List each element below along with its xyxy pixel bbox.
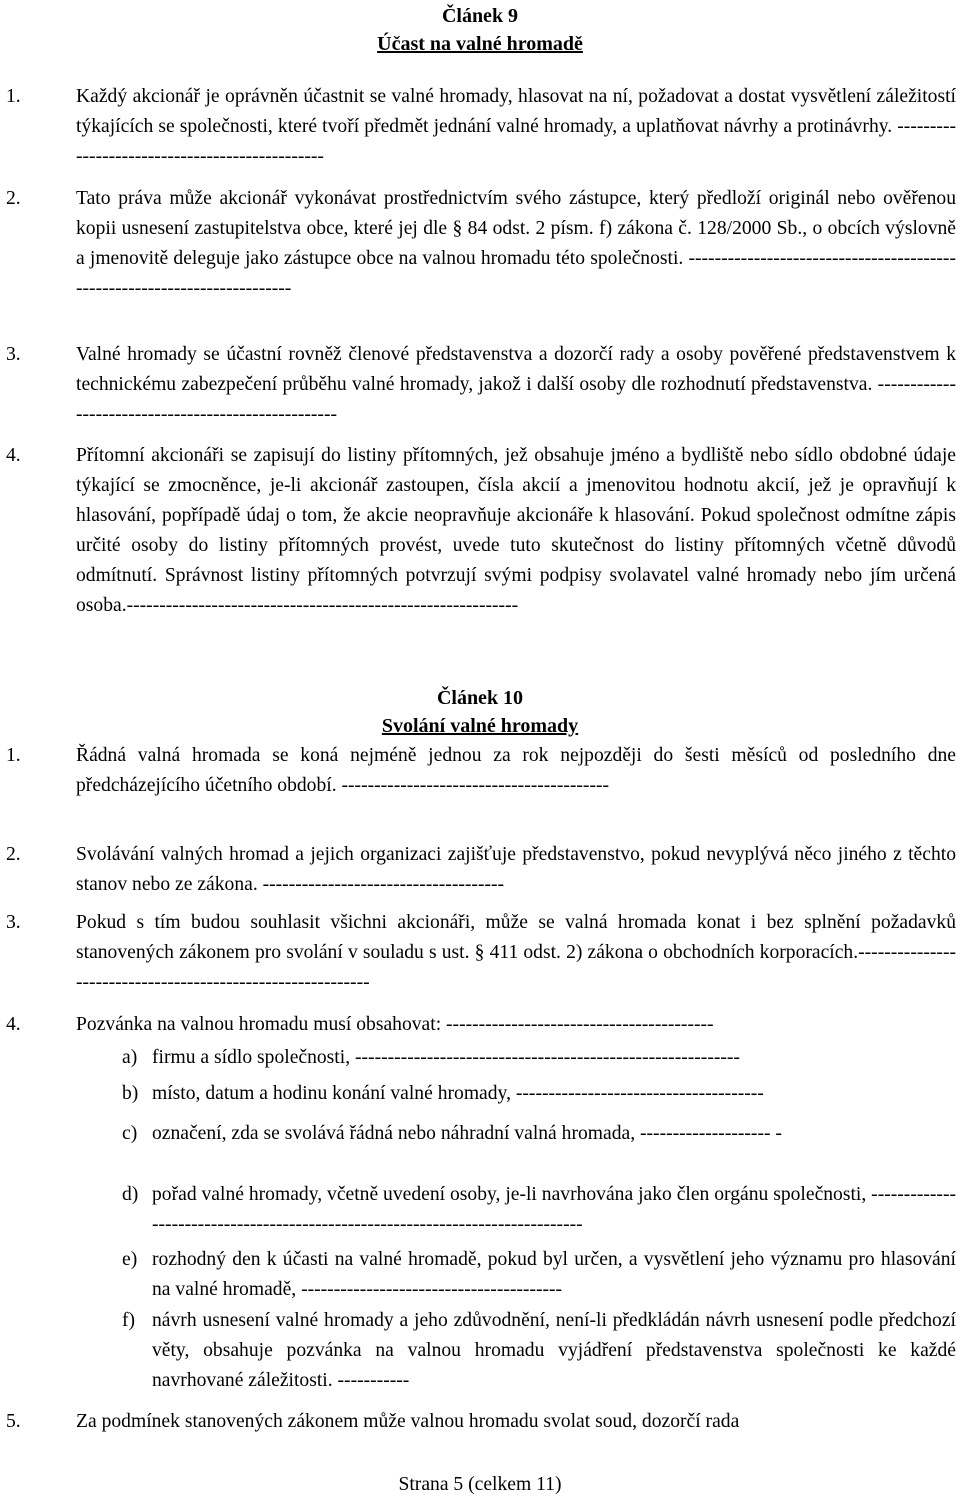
item-text: pořad valné hromady, včetně uvedení osoby, je-li navrhována jako člen orgánu společnosti, ------------------------------------------------------------------------------- xyxy=(152,1184,956,1235)
item-text: firmu a sídlo společnosti, ----------------------------------------------------------- xyxy=(152,1047,740,1068)
article-10-item-2 xyxy=(6,840,956,900)
item-number: 1. xyxy=(6,86,21,107)
item-text: Tato práva může akcionář vykonávat prostřednictvím svého zástupce, který předloží originál nebo ověřenou kopii usnesení zastupitelstva obce, které jej dle § 84 odst. 2 písm. f) zákona č. 128/2000 Sb., o obcích výslovně a jmenovitě deleguje jako zástupce obce na valnou hromadu této společnosti. -------------------------------------------------------------------------- xyxy=(76,188,956,299)
item-text: Každý akcionář je oprávněn účastnit se valné hromady, hlasovat na ní, požadovat a dostat vysvětlení záležitostí týkajících se společnosti, které tvoří předmět jednání valné hromady, a uplatňovat návrhy a protinávrhy. ----------------------------------------------- xyxy=(76,86,956,167)
page-footer: Strana 5 (celkem 11) xyxy=(398,1474,562,1495)
article-9-subtitle: Účast na valné hromadě xyxy=(377,33,583,55)
article-10-title: Článek 10 xyxy=(436,687,524,709)
item-number: 1. xyxy=(6,745,21,766)
list-item xyxy=(122,1119,956,1149)
article-10-subtitle: Svolání valné hromady xyxy=(381,715,579,737)
item-letter: a) xyxy=(122,1047,138,1068)
article-10-item-1 xyxy=(6,741,956,801)
article-9-title: Článek 9 xyxy=(441,5,519,27)
item-text: rozhodný den k účasti na valné hromadě, pokud byl určen, a vysvětlení jeho významu pro hlasování na valné hromadě, ---------------------------------------- xyxy=(152,1249,956,1300)
list-item xyxy=(122,1245,956,1305)
item-text: Řádná valná hromada se koná nejméně jednou za rok nejpozději do šesti měsíců od posledního dne předcházejícího účetního období. ----------------------------------------- xyxy=(76,745,956,796)
item-letter: e) xyxy=(122,1249,138,1270)
article-9-item-1 xyxy=(6,82,956,172)
item-number: 3. xyxy=(6,912,21,933)
item-text: Za podmínek stanovených zákonem může valnou hromadu svolat soud, dozorčí rada xyxy=(76,1411,740,1432)
article-9-item-4 xyxy=(6,441,956,621)
item-letter: f) xyxy=(122,1310,136,1331)
list-item xyxy=(122,1079,956,1109)
article-10-item-5 xyxy=(6,1407,956,1437)
list-item xyxy=(122,1180,956,1240)
list-item xyxy=(122,1043,956,1073)
item-number: 3. xyxy=(6,344,21,365)
item-letter: d) xyxy=(122,1184,139,1205)
item-text: Přítomní akcionáři se zapisují do listiny přítomných, jež obsahuje jméno a bydliště nebo sídlo obdobné údaje týkající se zmocněnce, je-li akcionář zastoupen, čísla akcií a jmenovitou hodnotu akcií, jež je opravňují k hlasování, popřípadě údaj o tom, že akcie neopravňuje akcionáře k hlasování. Pokud společnost odmítne zápis určité osoby do listiny přítomných provést, uvede tuto skutečnost do listiny přítomných včetně důvodů odmítnutí. Správnost listiny přítomných potvrzují svými podpisy svolavatel valné hromady nebo jím určená osoba.------------------------------------------------------------ xyxy=(76,445,956,616)
item-text: návrh usnesení valné hromady a jeho zdůvodnění, není-li předkládán návrh usnesení podle předchozí věty, obsahuje pozvánka na valnou hromadu vyjádření představenstva společnosti ke každé navrhované záležitosti. ----------- xyxy=(152,1310,956,1391)
article-10-item-3 xyxy=(6,908,956,998)
item-text: Valné hromady se účastní rovněž členové představenstva a dozorčí rady a osoby pověřené představenstvem k technickému zabezpečení průběhu valné hromady, jakož i další osoby dle rozhodnutí představenstva. ---------------------------------------------------- xyxy=(76,344,956,425)
item-number: 4. xyxy=(6,445,21,466)
item-text: označení, zda se svolává řádná nebo náhradní valná hromada, -------------------- - xyxy=(152,1123,782,1144)
item-text: Pozvánka na valnou hromadu musí obsahovat: ----------------------------------------- xyxy=(76,1014,714,1035)
item-text: Svolávání valných hromad a jejich organizaci zajišťuje představenstvo, pokud nevyplývá něco jiného z těchto stanov nebo ze zákona. ------------------------------------- xyxy=(76,844,956,895)
article-10-item-4 xyxy=(6,1010,956,1040)
item-number: 4. xyxy=(6,1014,21,1035)
item-number: 5. xyxy=(6,1411,21,1432)
item-number: 2. xyxy=(6,188,21,209)
article-9-item-2 xyxy=(6,184,956,304)
item-number: 2. xyxy=(6,844,21,865)
article-9-heading xyxy=(0,2,960,58)
article-10-heading xyxy=(0,684,960,740)
article-9-item-3 xyxy=(6,340,956,430)
list-item xyxy=(122,1306,956,1396)
item-letter: b) xyxy=(122,1083,139,1104)
item-letter: c) xyxy=(122,1123,138,1144)
item-text: Pokud s tím budou souhlasit všichni akcionáři, může se valná hromada konat i bez splnění požadavků stanovených zákonem pro svolání v souladu s ust. § 411 odst. 2) zákona o obchodních korporacích.------------------------------------------------------------ xyxy=(76,912,956,993)
item-text: místo, datum a hodinu konání valné hromady, -------------------------------------- xyxy=(152,1083,764,1104)
